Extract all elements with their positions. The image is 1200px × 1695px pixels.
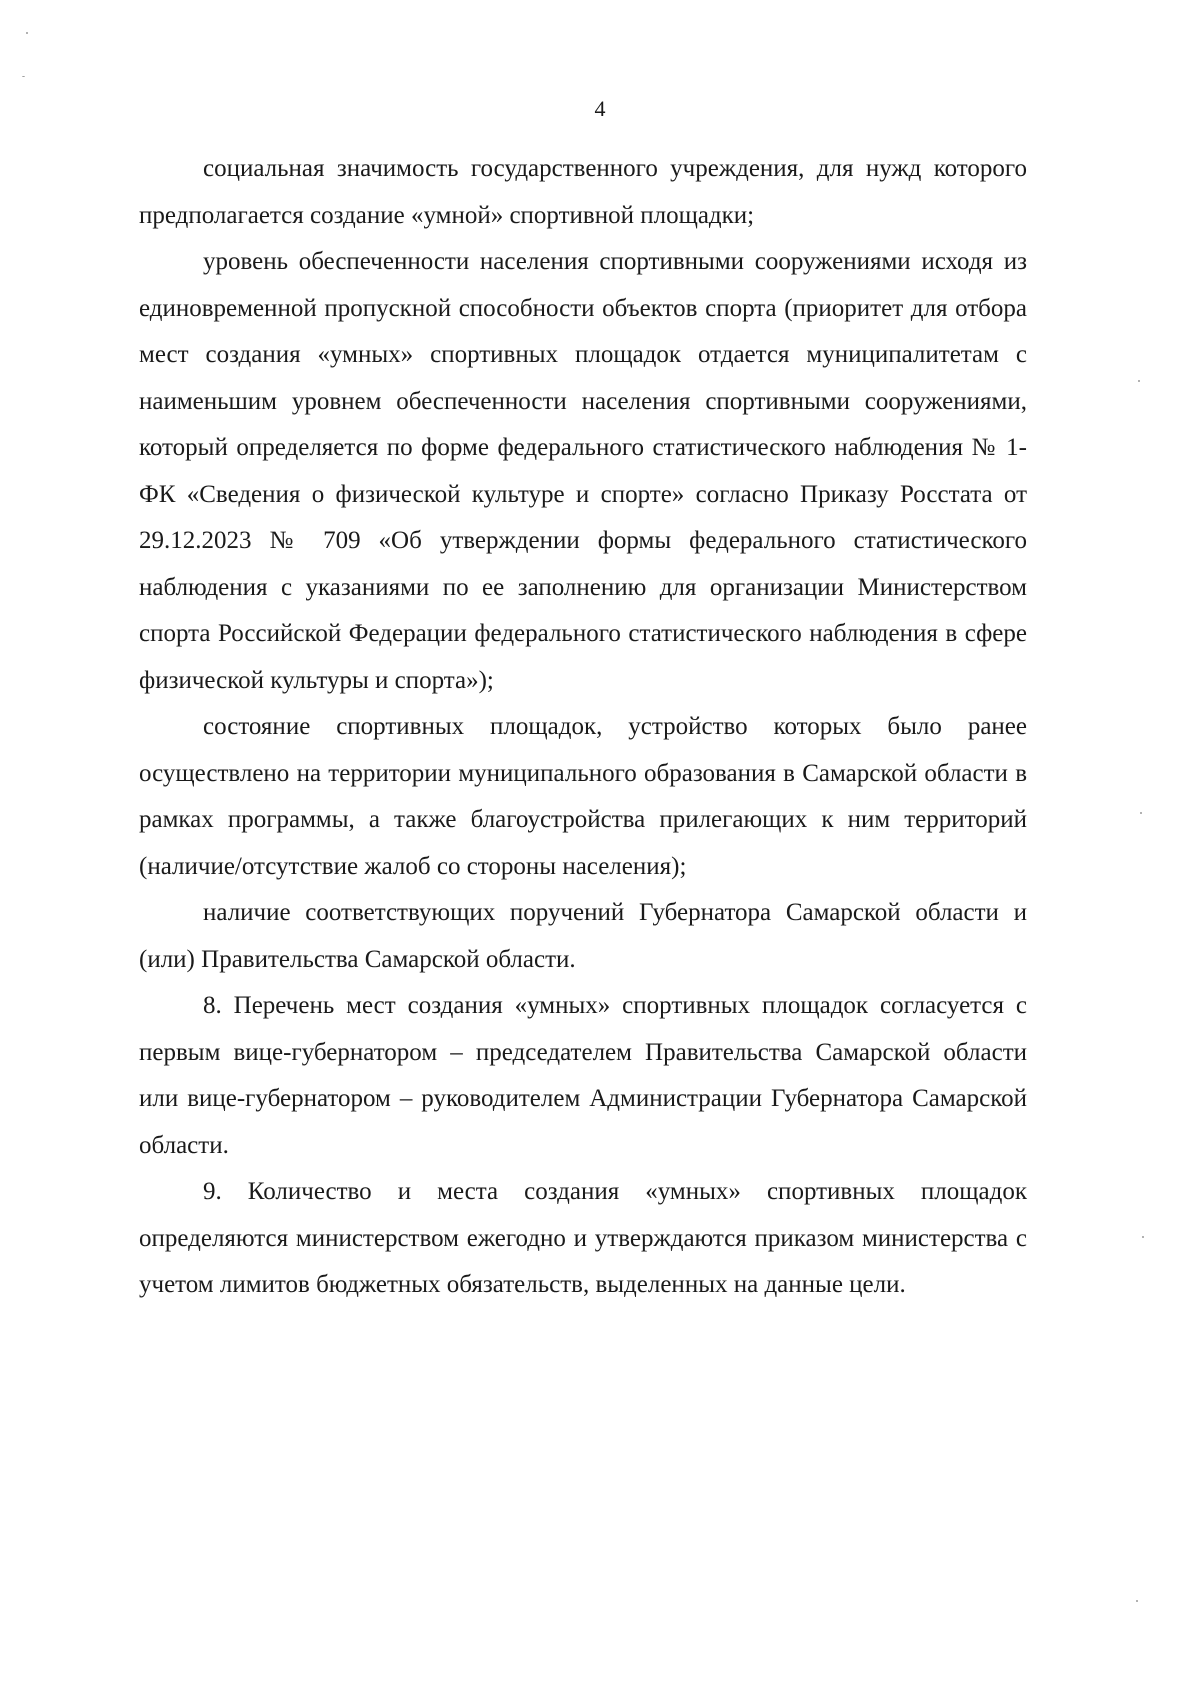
scan-speck: [26, 32, 28, 34]
document-body: [139, 146, 1027, 1309]
scan-speck: [1142, 1236, 1144, 1238]
scan-speck: [1138, 380, 1140, 382]
page-number: 4: [594, 96, 606, 121]
paragraph-item-9: 9. Количество и места создания «умных» спортивных площадок определяются министерством ежегодно и утверждаются приказом министерства с учетом лимитов бюджетных обязательств, выделенных на данные цели.: [139, 1178, 1027, 1298]
paragraph-item-8: 8. Перечень мест создания «умных» спортивных площадок согласуется с первым вице-губернатором – председателем Правительства Самарской области или вице-губернатором – руководителем Администрации Губернатора Самарской области.: [139, 992, 1027, 1159]
scan-speck: [22, 76, 25, 77]
paragraph-existing-facilities: состояние спортивных площадок, устройство которых было ранее осуществлено на территории муниципального образования в Самарской области в рамках программы, а также благоустройства прилегающих к ним территорий (наличие/отсутствие жалоб со стороны населения);: [139, 713, 1027, 880]
scan-speck: [1140, 812, 1142, 814]
scan-speck: [1136, 1600, 1138, 1602]
paragraph-social-significance: социальная значимость государственного учреждения, для нужд которого предполагается создание «умной» спортивной площадки;: [139, 155, 1027, 229]
paragraph-provision-level: уровень обеспеченности населения спортивными сооружениями исходя из единовременной пропускной способности объектов спорта (приоритет для отбора мест создания «умных» спортивных площадок отдается муниципалитетам с наименьшим уровнем обеспеченности населения спортивными сооружениями, который определяется по форме федерального статистического наблюдения № 1-ФК «Сведения о физической культуре и спорте» согласно Приказу Росстата от 29.12.2023 № 709 «Об утверждении формы федерального статистического наблюдения с указаниями по ее заполнению для организации Министерством спорта Российской Федерации федерального статистического наблюдения в сфере физической культуры и спорта»);: [139, 248, 1027, 694]
paragraph-governor-orders: наличие соответствующих поручений Губернатора Самарской области и (или) Правительства Самарской области.: [139, 899, 1027, 973]
